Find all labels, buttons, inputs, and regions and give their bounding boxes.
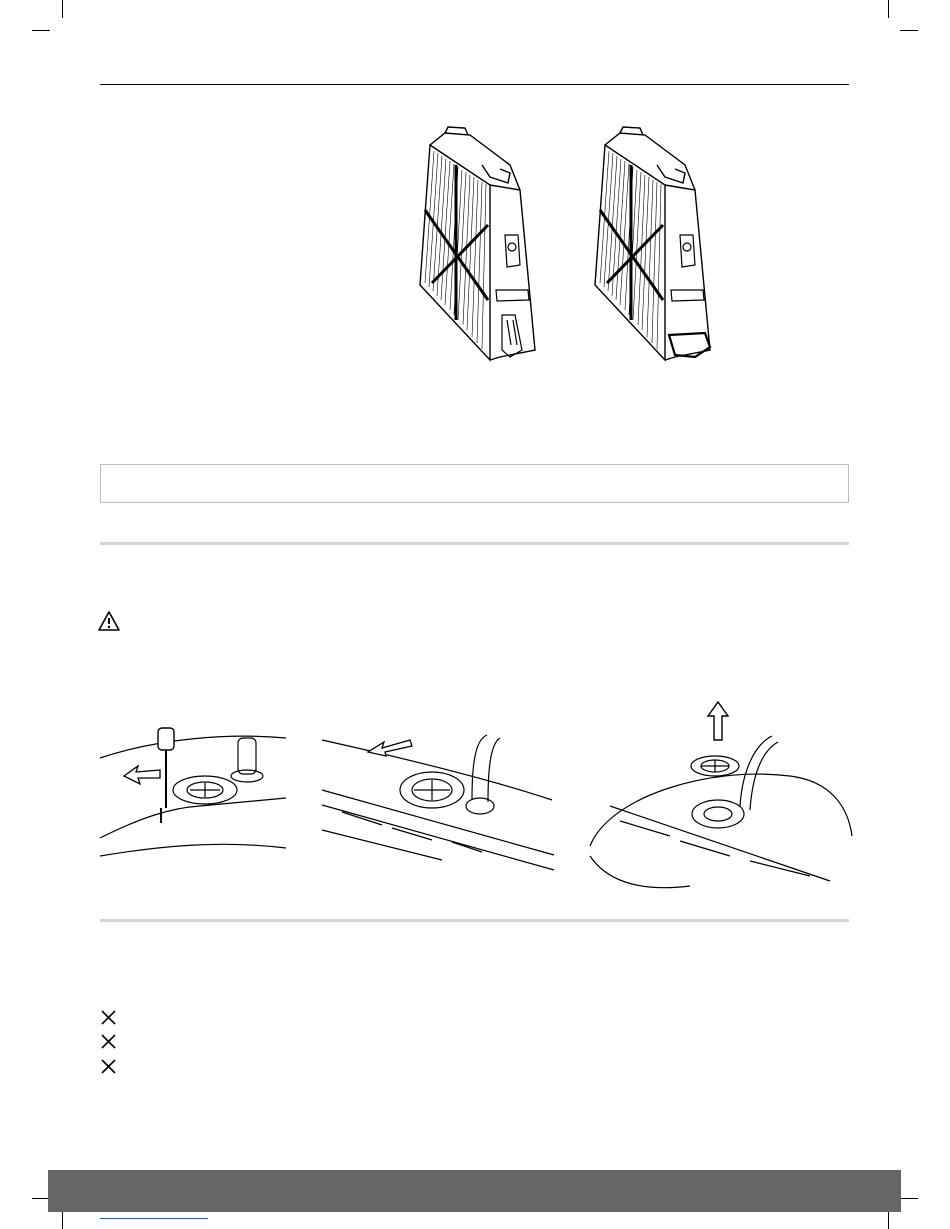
step-lift-cap [590, 696, 852, 891]
crop-mark [900, 1198, 918, 1199]
crop-mark [888, 1211, 889, 1229]
section-divider [100, 919, 849, 922]
x-mark-icon [101, 1010, 116, 1025]
crop-mark [32, 30, 50, 31]
header-rule [100, 84, 849, 85]
crop-mark [62, 0, 63, 18]
footer-link-underline[interactable] [100, 1218, 208, 1219]
direction-arrow-icon [368, 740, 412, 756]
section-divider [100, 542, 849, 545]
footer-bar [48, 1170, 901, 1212]
crop-mark [900, 30, 918, 31]
note-box [100, 464, 849, 503]
filter-cartridge-right [585, 125, 720, 370]
warning-triangle-icon [97, 610, 121, 632]
direction-arrow-icon [124, 766, 160, 784]
x-mark-icon [101, 1059, 116, 1074]
crop-mark [62, 1211, 63, 1229]
x-mark-icon [101, 1034, 116, 1049]
filter-cartridge-left [410, 125, 545, 370]
step-slide-cap [322, 730, 554, 880]
crop-mark [888, 0, 889, 18]
direction-arrow-icon [708, 702, 728, 740]
step-unscrew-cap [100, 728, 286, 858]
